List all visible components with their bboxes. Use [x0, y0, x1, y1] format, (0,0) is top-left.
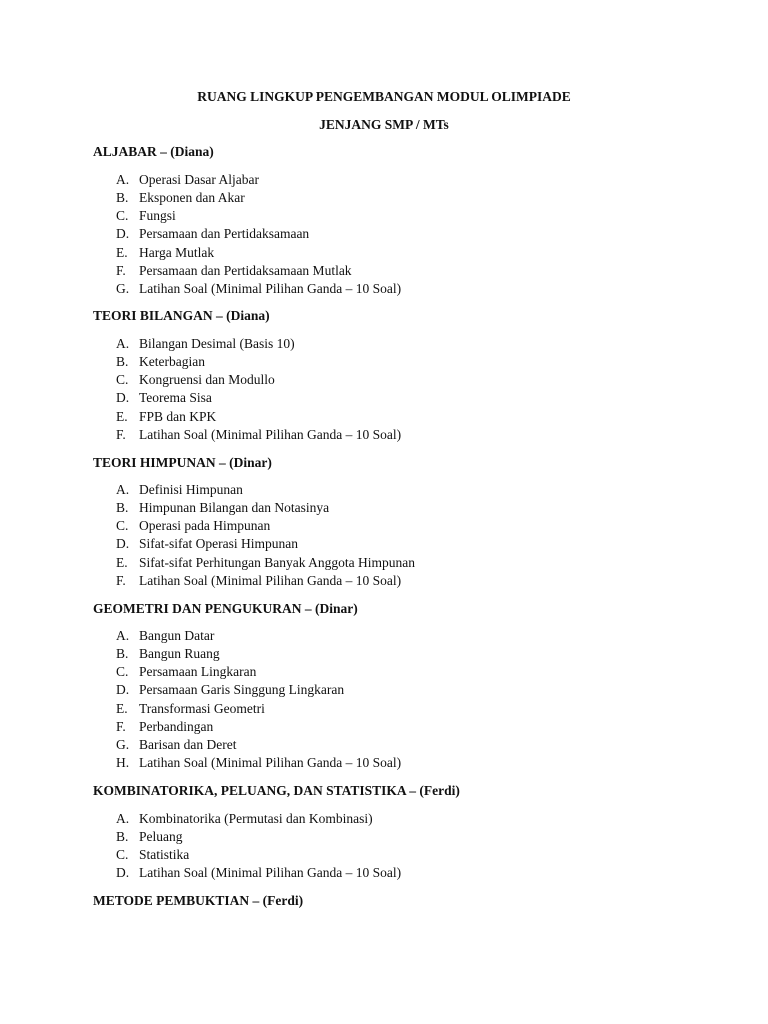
list-item [116, 371, 401, 389]
list-item [116, 736, 401, 754]
list-item-text: Peluang [139, 829, 183, 845]
list-item-text: Keterbagian [139, 354, 205, 370]
list-item [116, 244, 401, 262]
list-item-text: Latihan Soal (Minimal Pilihan Ganda – 10 Soal) [139, 754, 402, 770]
list-item-text: Bangun Ruang [139, 646, 220, 662]
list-item-letter: F. [116, 572, 126, 588]
list-item [116, 225, 401, 243]
list-item [116, 754, 401, 772]
list-item-letter: F. [116, 426, 126, 442]
list-item-letter: B. [116, 646, 129, 662]
list-item [116, 426, 401, 444]
list-item [116, 681, 401, 699]
list-item-text: Sifat-sifat Operasi Himpunan [139, 536, 298, 552]
list-item-text: Teorema Sisa [139, 390, 212, 406]
list-item-letter: D. [116, 865, 130, 881]
list-item-text: Bilangan Desimal (Basis 10) [139, 336, 295, 351]
section-list-teori-himpunan [116, 481, 415, 590]
list-item-text: Barisan dan Deret [139, 736, 237, 752]
list-item-letter: C. [116, 208, 129, 224]
list-item [116, 207, 401, 225]
list-item-letter: A. [116, 482, 130, 497]
list-item-letter: E. [116, 700, 128, 716]
list-item-text: Persamaan dan Pertidaksamaan Mutlak [139, 262, 352, 278]
section-list-kombinatorika [116, 810, 401, 883]
document-subtitle: JENJANG SMP / MTs [319, 117, 449, 132]
section-list-geometri [116, 627, 401, 772]
list-item-letter: E. [116, 554, 128, 570]
list-item [116, 389, 401, 407]
section-list-aljabar [116, 171, 401, 298]
list-item-letter: G. [116, 736, 130, 752]
list-item-letter: E. [116, 408, 128, 424]
list-item [116, 700, 401, 718]
list-item [116, 499, 415, 517]
list-item [116, 171, 401, 189]
list-item [116, 353, 401, 371]
list-item-letter: C. [116, 518, 129, 534]
list-item-letter: F. [116, 718, 126, 734]
list-item-text: Himpunan Bilangan dan Notasinya [139, 500, 330, 516]
list-item [116, 535, 415, 553]
list-item-text: Eksponen dan Akar [139, 190, 245, 206]
section-list-teori-bilangan [116, 335, 401, 444]
list-item-text: Harga Mutlak [139, 244, 215, 260]
list-item-letter: D. [116, 536, 130, 552]
section-heading-aljabar: ALJABAR – (Diana) [93, 144, 214, 159]
list-item [116, 663, 401, 681]
list-item [116, 645, 401, 663]
list-item-text: Latihan Soal (Minimal Pilihan Ganda – 10 Soal) [139, 280, 402, 296]
list-item-text: Sifat-sifat Perhitungan Banyak Anggota Himpunan [139, 554, 415, 570]
list-item-letter: B. [116, 829, 129, 845]
list-item [116, 864, 401, 882]
list-item-text: Persamaan Lingkaran [139, 664, 257, 680]
list-item [116, 572, 415, 590]
list-item-letter: B. [116, 354, 129, 370]
list-item-text: Kongruensi dan Modullo [139, 372, 275, 388]
section-heading-geometri: GEOMETRI DAN PENGUKURAN – (Dinar) [93, 601, 358, 616]
list-item-letter: B. [116, 190, 129, 206]
list-item-text: Definisi Himpunan [139, 482, 243, 497]
list-item-text: Latihan Soal (Minimal Pilihan Ganda – 10 Soal) [139, 865, 402, 881]
list-item-letter: A. [116, 811, 130, 826]
list-item-letter: C. [116, 847, 129, 863]
list-item [116, 627, 401, 645]
list-item [116, 481, 415, 499]
list-item-letter: C. [116, 372, 129, 388]
list-item [116, 189, 401, 207]
list-item [116, 554, 415, 572]
list-item-letter: D. [116, 682, 130, 698]
list-item-letter: G. [116, 280, 130, 296]
list-item [116, 335, 401, 353]
list-item-text: Latihan Soal (Minimal Pilihan Ganda – 10 Soal) [139, 426, 402, 442]
list-item-letter: A. [116, 628, 130, 643]
list-item-text: Kombinatorika (Permutasi dan Kombinasi) [139, 811, 373, 826]
list-item [116, 280, 401, 298]
list-item-letter: A. [116, 336, 130, 351]
list-item-text: Operasi pada Himpunan [139, 518, 271, 534]
list-item-letter: E. [116, 244, 128, 260]
list-item [116, 828, 401, 846]
list-item [116, 517, 415, 535]
list-item-text: Persamaan Garis Singgung Lingkaran [139, 682, 345, 698]
document-title: RUANG LINGKUP PENGEMBANGAN MODUL OLIMPIADE [197, 89, 571, 104]
list-item-letter: D. [116, 226, 130, 242]
list-item-letter: B. [116, 500, 129, 516]
list-item-text: Persamaan dan Pertidaksamaan [139, 226, 310, 242]
list-item-letter: H. [116, 754, 130, 770]
section-heading-kombinatorika: KOMBINATORIKA, PELUANG, DAN STATISTIKA – (Ferdi) [93, 783, 460, 798]
list-item-text: FPB dan KPK [139, 408, 217, 424]
section-heading-teori-himpunan: TEORI HIMPUNAN – (Dinar) [93, 455, 272, 470]
list-item-text: Statistika [139, 847, 190, 863]
list-item-text: Operasi Dasar Aljabar [139, 172, 259, 187]
list-item-text: Perbandingan [139, 718, 214, 734]
list-item [116, 262, 401, 280]
list-item-text: Bangun Datar [139, 628, 215, 643]
list-item-text: Fungsi [139, 208, 176, 224]
list-item-letter: A. [116, 172, 130, 187]
section-heading-metode-pembuktian: METODE PEMBUKTIAN – (Ferdi) [93, 893, 304, 908]
list-item-letter: D. [116, 390, 130, 406]
list-item-letter: F. [116, 262, 126, 278]
list-item-text: Latihan Soal (Minimal Pilihan Ganda – 10 Soal) [139, 572, 402, 588]
list-item [116, 846, 401, 864]
section-heading-teori-bilangan: TEORI BILANGAN – (Diana) [93, 308, 270, 323]
list-item-text: Transformasi Geometri [139, 700, 265, 716]
list-item-letter: C. [116, 664, 129, 680]
list-item [116, 718, 401, 736]
list-item [116, 408, 401, 426]
list-item [116, 810, 401, 828]
